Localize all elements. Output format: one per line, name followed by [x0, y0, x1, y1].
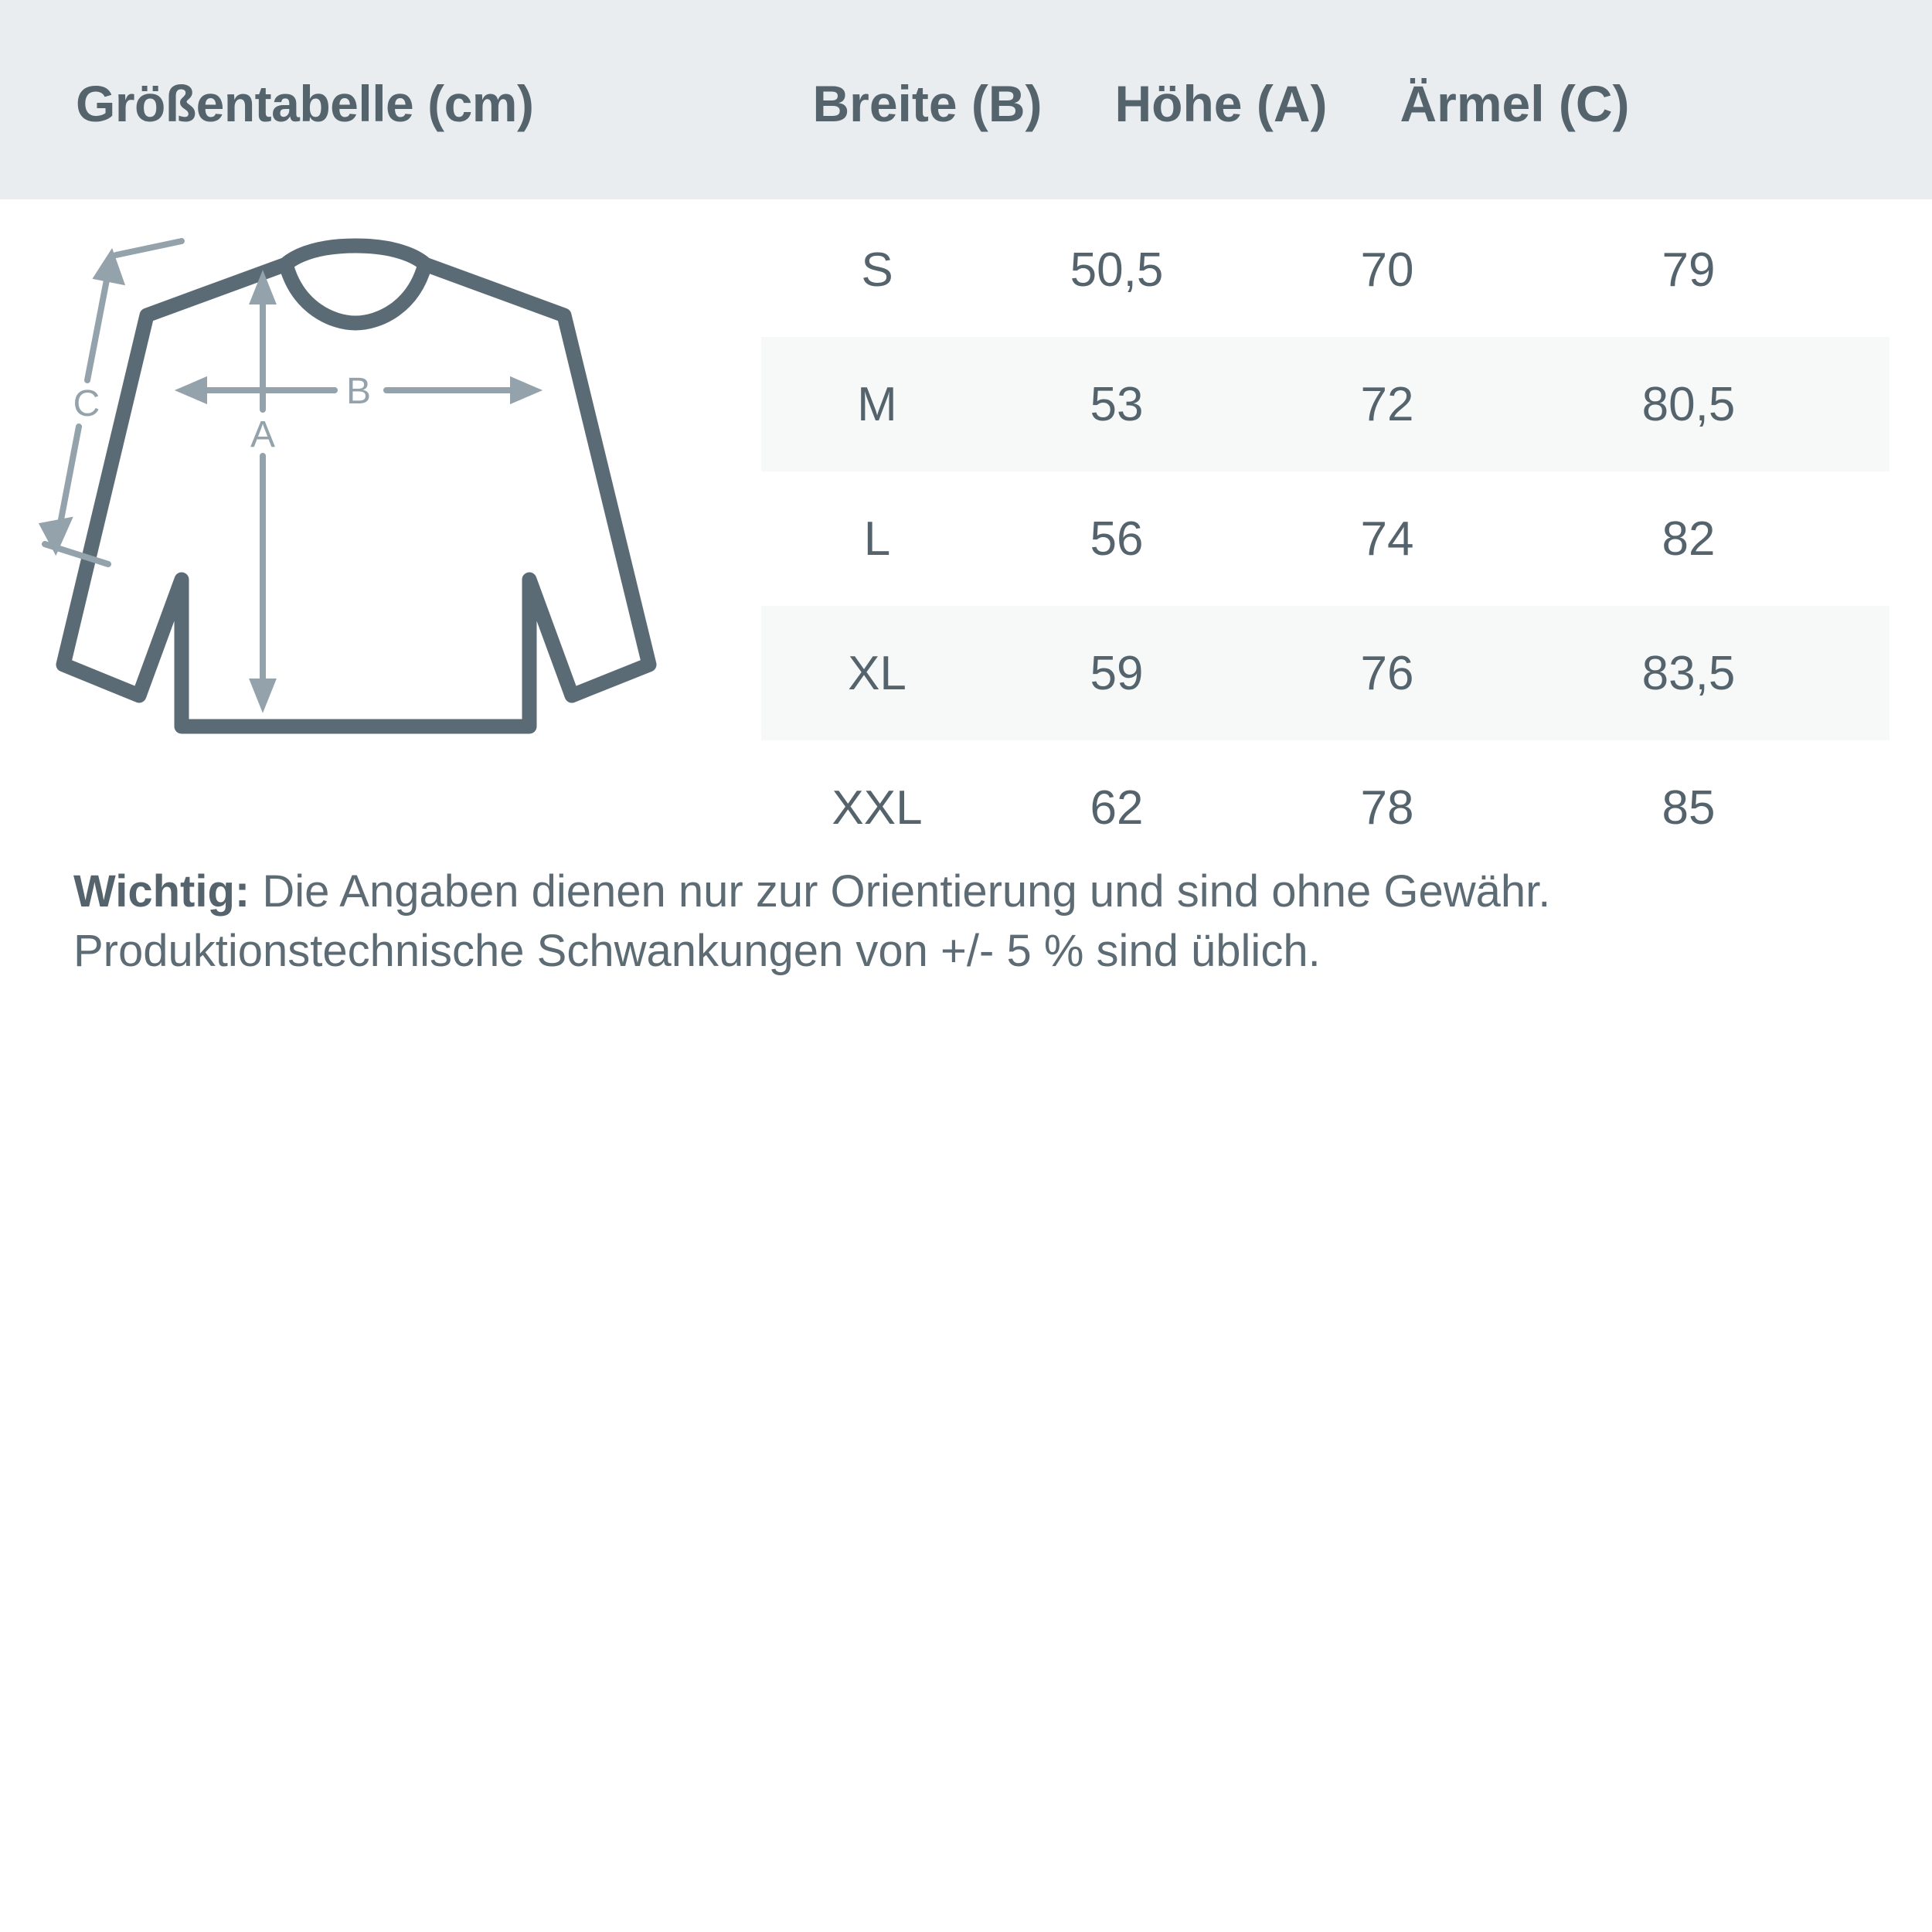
label-height-a: A: [250, 414, 276, 455]
label-width-b: B: [345, 371, 372, 412]
cell-size: XL: [848, 646, 906, 700]
cell-aermel: 80,5: [1641, 377, 1736, 431]
size-table: [761, 202, 1889, 875]
cell-breite: 62: [1090, 781, 1144, 835]
table-header-bar: [0, 0, 1932, 199]
column-header-breite: Breite (B): [812, 75, 1043, 132]
cell-hoehe: 78: [1360, 781, 1414, 835]
table-row: [761, 606, 1889, 740]
table-row: [761, 740, 1889, 875]
cell-size: S: [861, 243, 893, 297]
cell-aermel: 79: [1662, 243, 1716, 297]
cell-size: M: [857, 377, 897, 431]
disclaimer-note: [73, 862, 1874, 981]
table-row: [761, 202, 1889, 337]
disclaimer-text: Die Angaben dienen nur zur Orientierung und sind ohne Gewähr. Produktionstechnische Schwankungen von +/- 5 % sind üblich.: [73, 866, 1551, 977]
page-title: Größentabelle (cm): [76, 75, 534, 132]
disclaimer-label: Wichtig:: [73, 866, 250, 917]
cell-hoehe: 76: [1360, 646, 1414, 700]
garment-diagram: [31, 232, 757, 819]
label-sleeve-c: C: [73, 383, 100, 424]
table-row: [761, 337, 1889, 471]
cell-breite: 50,5: [1070, 243, 1164, 297]
cell-aermel: 85: [1662, 781, 1716, 835]
column-header-hoehe: Höhe (A): [1114, 75, 1328, 132]
cell-aermel: 83,5: [1641, 646, 1736, 700]
cell-hoehe: 74: [1360, 512, 1414, 566]
cell-aermel: 82: [1662, 512, 1716, 566]
column-headers: [773, 74, 1855, 133]
table-row: [761, 471, 1889, 606]
cell-breite: 59: [1090, 646, 1144, 700]
column-header-aermel: Ärmel (C): [1400, 75, 1630, 132]
cell-size: XXL: [832, 781, 923, 835]
cell-hoehe: 72: [1360, 377, 1414, 431]
cell-hoehe: 70: [1360, 243, 1414, 297]
cell-breite: 56: [1090, 512, 1144, 566]
longsleeve-shirt-icon: [31, 232, 757, 819]
cell-size: L: [863, 512, 891, 566]
cell-breite: 53: [1090, 377, 1144, 431]
